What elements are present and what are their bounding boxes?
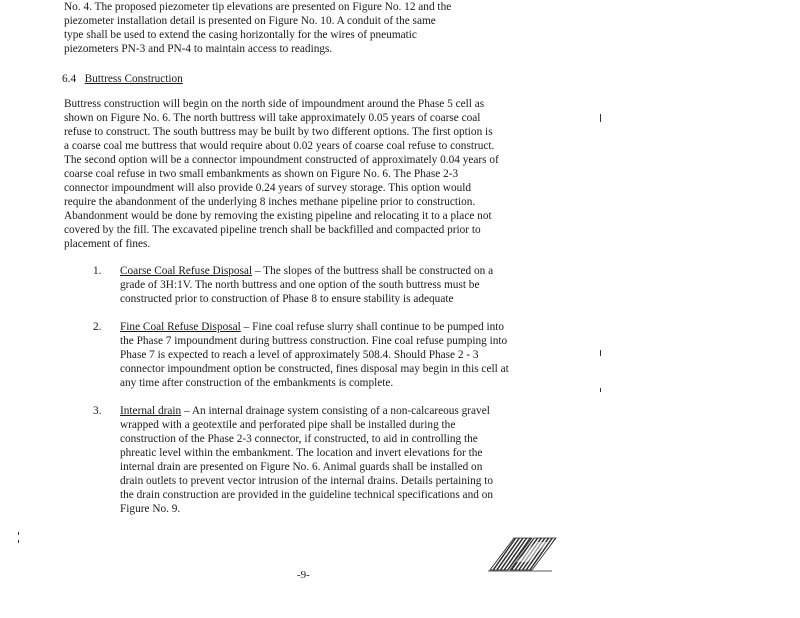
scan-mark: [600, 114, 601, 122]
paragraph-line: coarse coal refuse in two small embankments as shown on Figure No. 6. The Phase 2-3: [64, 168, 459, 180]
list-item-number: 1.: [93, 265, 102, 277]
list-item-line: phreatic level within the embankment. The location and invert elevations for the: [120, 447, 483, 459]
list-item-line: connector impoundment option be constructed, fines disposal may begin in this cell at: [120, 363, 509, 375]
paragraph-line: placement of fines.: [64, 238, 151, 250]
paragraph-line: Abandonment would be done by removing the existing pipeline and relocating it to a place not: [64, 210, 492, 222]
list-item-first-line: [120, 404, 490, 418]
paragraph-line: covered by the fill. The excavated pipeline trench shall be backfilled and compacted prior to: [64, 224, 481, 236]
list-item-line: grade of 3H:1V. The north buttress and one option of the south buttress must be: [120, 279, 480, 291]
list-item-line: construction of the Phase 2-3 connector, if constructed, to aid in controlling the: [120, 433, 478, 445]
paragraph-line: require the abandonment of the underlying 8 inches methane pipeline prior to construction.: [64, 196, 476, 208]
stamp-logo: [486, 532, 560, 572]
scan-mark: [600, 388, 601, 392]
list-item-text: – An internal drainage system consisting of a non-calcareous gravel: [181, 405, 490, 417]
intro-line: type shall be used to extend the casing horizontally for the wires of pneumatic: [64, 29, 417, 41]
scan-mark: [600, 350, 601, 356]
intro-line: piezometers PN-3 and PN-4 to maintain access to readings.: [64, 43, 333, 55]
paragraph-line: Buttress construction will begin on the north side of impoundment around the Phase 5 cell as: [64, 98, 485, 110]
list-item-line: wrapped with a geotextile and perforated pipe shall be installed during the: [120, 419, 456, 431]
list-item-text: – Fine coal refuse slurry shall continue to be pumped into: [240, 321, 505, 333]
page-number: -9-: [297, 569, 310, 581]
paragraph-line: refuse to construct. The south buttress may be built by two different options. The first option is: [64, 126, 493, 138]
section-heading: [62, 72, 183, 86]
paragraph-line: a coarse coal me buttress that would require about 0.02 years of coarse coal refuse to construct.: [64, 140, 495, 152]
scan-mark: [18, 540, 19, 543]
list-item-line: any time after construction of the embankments is complete.: [120, 377, 394, 389]
section-title: Buttress Construction: [84, 73, 183, 85]
list-item-number: 3.: [93, 405, 102, 417]
intro-line: piezometer installation detail is presented on Figure No. 10. A conduit of the same: [64, 15, 436, 27]
list-item-first-line: [120, 264, 493, 278]
scan-mark: [18, 532, 19, 535]
list-item-number: 2.: [93, 321, 102, 333]
section-number: 6.4: [62, 73, 77, 85]
list-item-title: Coarse Coal Refuse Disposal: [120, 265, 253, 277]
list-item-line: the Phase 7 impoundment during buttress construction. Fine coal refuse pumping into: [120, 335, 508, 347]
paragraph-line: The second option will be a connector impoundment constructed of approximately 0.04 years of: [64, 154, 499, 166]
intro-line: No. 4. The proposed piezometer tip elevations are presented on Figure No. 12 and the: [64, 1, 452, 13]
list-item-line: constructed prior to construction of Phase 8 to ensure stability is adequate: [120, 293, 454, 305]
list-item-line: Figure No. 9.: [120, 503, 181, 515]
list-item-line: the drain construction are provided in the guideline technical specifications and on: [120, 489, 493, 501]
list-item-title: Fine Coal Refuse Disposal: [120, 321, 241, 333]
list-item-line: drain outlets to prevent vector intrusion of the internal drains. Details pertaining to: [120, 475, 494, 487]
list-item-line: Phase 7 is expected to reach a level of approximately 508.4. Should Phase 2 - 3: [120, 349, 479, 361]
list-item-text: – The slopes of the buttress shall be constructed on a: [252, 265, 494, 277]
list-item-title: Internal drain: [120, 405, 182, 417]
list-item-line: internal drain are presented on Figure No. 6. Animal guards shall be installed on: [120, 461, 483, 473]
paragraph-line: connector impoundment will also provide 0.24 years of survey storage. This option would: [64, 182, 472, 194]
paragraph-line: shown on Figure No. 6. The north buttress will take approximately 0.05 years of coarse coal: [64, 112, 481, 124]
list-item-first-line: [120, 320, 504, 334]
